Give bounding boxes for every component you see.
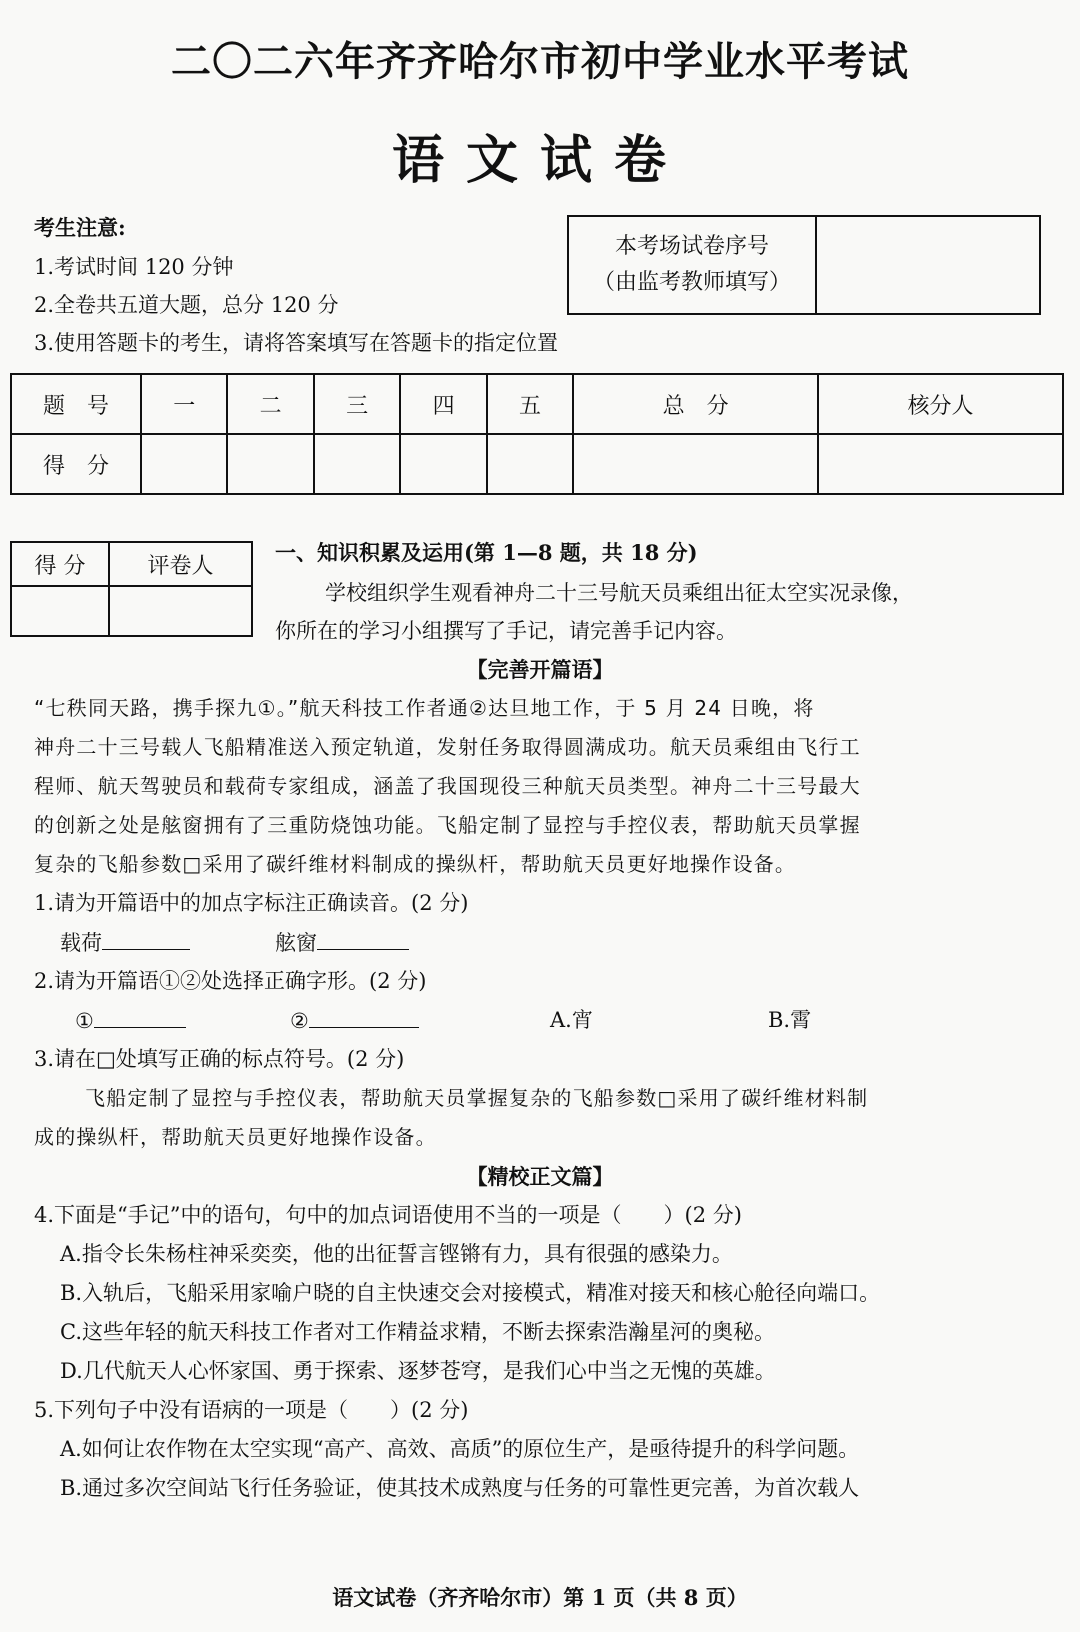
q4-option-a: A.指令长朱杨柱神采奕奕，他的出征誓言铿锵有力，具有很强的感染力。 — [60, 1242, 733, 1266]
question-2: 2.请为开篇语①②处选择正确字形。(2 分) — [34, 969, 427, 993]
opening-heading: 【完善开篇语】 — [466, 657, 614, 682]
q5-option-a: A.如何让农作物在太空实现“高产、高效、高质”的原位生产，是亟待提升的科学问题。 — [60, 1437, 860, 1461]
score-cell[interactable] — [141, 434, 227, 494]
passage-line: 神舟二十三号载人飞船精准送入预定轨道，发射任务取得圆满成功。航天员乘组由飞行工 — [34, 735, 861, 759]
score-table-header: 核分人 — [818, 374, 1063, 434]
question-1: 1.请为开篇语中的加点字标注正确读音。(2 分) — [34, 891, 469, 915]
score-table-score-row — [11, 434, 1063, 494]
question-4: 4.下面是“手记”中的语句，句中的加点词语使用不当的一项是（ ）(2 分) — [34, 1203, 742, 1227]
score-cell[interactable] — [818, 434, 1063, 494]
question-3: 3.请在□处填写正确的标点符号。(2 分) — [34, 1047, 405, 1071]
paper-subtitle: 语文试卷 — [391, 130, 688, 191]
grader-score-cell[interactable] — [11, 586, 109, 636]
score-table-header: 二 — [227, 374, 313, 434]
notice-item-3: 3.使用答题卡的考生，请将答案填写在答题卡的指定位置 — [34, 331, 559, 355]
score-cell[interactable] — [487, 434, 573, 494]
section-intro-line1: 学校组织学生观看神舟二十三号航天员乘组出征太空实况录像， — [325, 581, 913, 605]
q1-item-2 — [275, 927, 409, 958]
q2-option-a: A.宵 — [550, 1008, 593, 1032]
score-cell[interactable] — [227, 434, 313, 494]
seat-number-label-line1: 本考场试卷序号 — [614, 234, 769, 259]
score-table — [10, 373, 1064, 495]
q2-answer-blank-2[interactable] — [309, 1005, 419, 1028]
passage-line: “七秩同天路，携手探九①。”航天科技工作者通②达旦地工作，于 5 月 24 日晚，将 — [34, 696, 815, 720]
score-table-header: 四 — [400, 374, 486, 434]
score-cell[interactable] — [314, 434, 400, 494]
exam-title: 二〇二六年齐齐哈尔市初中学业水平考试 — [171, 38, 909, 85]
notice-item-1: 1.考试时间 120 分钟 — [34, 255, 234, 279]
score-table-header: 一 — [141, 374, 227, 434]
q5-option-b: B.通过多次空间站飞行任务验证，使其技术成熟度与任务的可靠性更完善，为首次载人 — [60, 1476, 860, 1500]
q2-item-2 — [290, 1005, 419, 1036]
score-cell[interactable] — [400, 434, 486, 494]
q1-word-1: 载荷 — [60, 931, 102, 955]
q1-answer-blank-2[interactable] — [317, 927, 409, 950]
section-heading: 一、知识积累及运用(第 1—8 题，共 18 分) — [275, 540, 698, 565]
score-table-header: 五 — [487, 374, 573, 434]
notice-title: 考生注意: — [34, 215, 126, 240]
proof-heading: 【精校正文篇】 — [466, 1164, 614, 1189]
score-row-label: 得 分 — [11, 434, 141, 494]
score-table-header-row — [11, 374, 1063, 434]
q2-mark-1: ① — [75, 1009, 94, 1033]
score-table-header: 总 分 — [573, 374, 818, 434]
question-5: 5.下列句子中没有语病的一项是（ ）(2 分) — [34, 1398, 469, 1422]
grader-name-label: 评卷人 — [109, 542, 252, 586]
passage-line: 的创新之处是舷窗拥有了三重防烧蚀功能。飞船定制了显控与手控仪表，帮助航天员掌握 — [34, 813, 861, 837]
section-intro-line2: 你所在的学习小组撰写了手记，请完善手记内容。 — [275, 619, 737, 643]
q4-option-d: D.几代航天人心怀家国、勇于探索、逐梦苍穹，是我们心中当之无愧的英雄。 — [60, 1359, 776, 1383]
grader-name-cell[interactable] — [109, 586, 252, 636]
q4-option-b: B.入轨后，飞船采用家喻户晓的自主快速交会对接模式，精准对接天和核心舱径向端口。 — [60, 1281, 881, 1305]
grader-box — [10, 541, 253, 637]
passage-line: 复杂的飞船参数□采用了碳纤维材料制成的操纵杆，帮助航天员更好地操作设备。 — [34, 852, 797, 876]
score-table-header: 三 — [314, 374, 400, 434]
q1-item-1 — [60, 927, 190, 958]
page-footer: 语文试卷（齐齐哈尔市）第 1 页（共 8 页） — [332, 1585, 748, 1610]
seat-number-cell[interactable] — [816, 216, 1040, 314]
seat-number-label-line2: （由监考教师填写） — [592, 270, 791, 295]
q3-passage-line: 飞船定制了显控与手控仪表，帮助航天员掌握复杂的飞船参数□采用了碳纤维材料制 — [85, 1086, 869, 1110]
score-cell[interactable] — [573, 434, 818, 494]
q1-word-2: 舷窗 — [275, 931, 317, 955]
grader-score-label: 得 分 — [11, 542, 109, 586]
seat-number-box — [567, 215, 1041, 315]
q4-option-c: C.这些年轻的航天科技工作者对工作精益求精，不断去探索浩瀚星河的奥秘。 — [60, 1320, 775, 1344]
q2-answer-blank-1[interactable] — [94, 1005, 186, 1028]
score-table-header: 题 号 — [11, 374, 141, 434]
seat-number-label — [568, 216, 816, 314]
q2-mark-2: ② — [290, 1009, 309, 1033]
notice-item-2: 2.全卷共五道大题，总分 120 分 — [34, 293, 339, 317]
q2-item-1 — [75, 1005, 186, 1036]
q3-passage-line: 成的操纵杆，帮助航天员更好地操作设备。 — [34, 1125, 437, 1149]
q2-option-b: B.霄 — [768, 1008, 812, 1032]
q1-answer-blank-1[interactable] — [102, 927, 190, 950]
passage-line: 程师、航天驾驶员和载荷专家组成，涵盖了我国现役三种航天员类型。神舟二十三号最大 — [34, 774, 861, 798]
